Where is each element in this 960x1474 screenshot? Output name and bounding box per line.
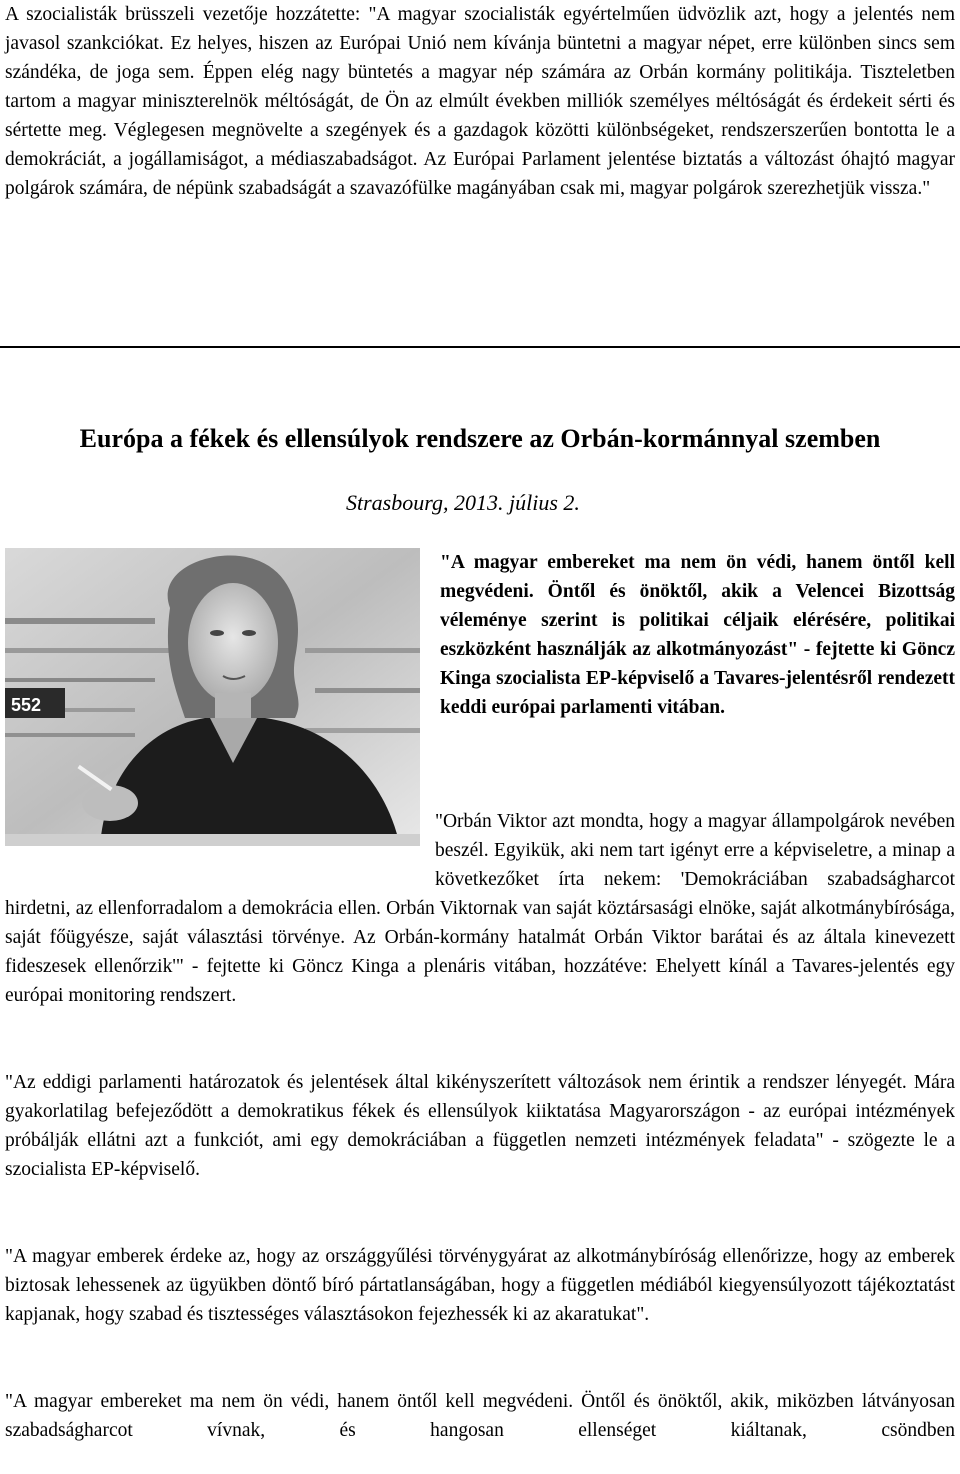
section-divider: [0, 346, 960, 348]
seat-number: 552: [11, 695, 42, 715]
photo-wrap-spacer: [5, 807, 435, 894]
paragraph-final: "A magyar embereket ma nem ön védi, hanem öntől kell megvédeni. Öntől és önöktől, akik, miközben látványosan szabadságharcot vívnak, és hangosan ellenséget kiáltanak, csöndben: [5, 1391, 955, 1441]
paragraph-orban-text: "Orbán Viktor azt mondta, hogy a magyar állampolgárok nevében beszél. Egyikük, aki nem tart igényt erre a képviseletre, a minap a következőket írta nekem: 'Demokráciában szabadságharcot hirdetni, az ellenforradalom a demokrácia ellen. Orbán Viktornak van saját köztársasági elnöke, saját alkotmánybírósága, saját főügyésze, saját választási törvénye. Az Orbán-kormány hatalmát Orbán Viktor barátai és az általa kinevezett fideszesek ellenőrzik'" - fejtette ki Göncz Kinga a plenáris vitában, hozzátéve: Ehelyett kínál a Tavares-jelentés egy európai monitoring rendszert.: [5, 811, 955, 1006]
lead-paragraph: "A magyar embereket ma nem ön védi, hanem öntől kell megvédeni. Öntől és önöktől, akik a Velencei Bizottság véleménye szerint is politikai céljaik elérésére, politikai eszközként használják az alkotmányozást" - fejtette ki Göncz Kinga szocialista EP-képviselő a Tavares-jelentésről rendezett keddi európai parlamenti vitában.: [440, 552, 955, 718]
paragraph-resolutions: "Az eddigi parlamenti határozatok és jelentések által kikényszerített változások nem érintik a rendszer lényegét. Mára gyakorlatilag befejeződött a demokratikus fékek és ellensúlyok kiiktatása Magyarországon - az európai intézmények próbálják ellátni azt a funkciót, ami egy demokráciában a független nemzeti intézmények feladata" - szögezte le a szocialista EP-képviselő.: [5, 1072, 955, 1180]
paragraph-orban: [5, 807, 955, 1010]
intro-paragraph: A szocialisták brüsszeli vezetője hozzátette: "A magyar szocialisták egyértelműen üdvözlik azt, hogy a jelentés nem javasol szankciókat. Ez helyes, hiszen az Európai Unió nem kívánja büntetni a magyar népet, erre különben sincs sem szándéka, de joga sem. Éppen elég nagy büntetés a magyar nép számára az Orbán kormány politikája. Tiszteletben tartom a magyar miniszterelnök méltóságát, de Ön az elmúlt években milliók személyes méltóságát és érdekeit sérti és sértette meg. Véglegesen megnövelte a szegények és a gazdagok közötti különbségeket, rendszerszerűen bontotta le a demokráciát, a jogállamiságot, a médiaszabadságot. Az Európai Parlament jelentése biztatás a változást óhajtó magyar polgárok számára, de népünk szabadságát a szavazófülke magányában csak mi, magyar polgárok szerezhetjük vissza.": [5, 4, 955, 199]
dateline: Strasbourg, 2013. július 2.: [346, 490, 580, 515]
article-title: Európa a fékek és ellensúlyok rendszere az Orbán-kormánnyal szemben: [79, 424, 881, 453]
portrait-photo: [5, 548, 420, 846]
paragraph-interest: "A magyar emberek érdeke az, hogy az országgyűlési törvénygyárat az alkotmánybíróság ellenőrizze, hogy az emberek biztosak lehessenek az ügyükben döntő bíró pártatlanságában, hogy a független médiából kiegyensúlyozott tájékoztatást kapjanak, hogy szabad és tisztességes választásokon fejezhessék ki az akaratukat".: [5, 1246, 955, 1325]
